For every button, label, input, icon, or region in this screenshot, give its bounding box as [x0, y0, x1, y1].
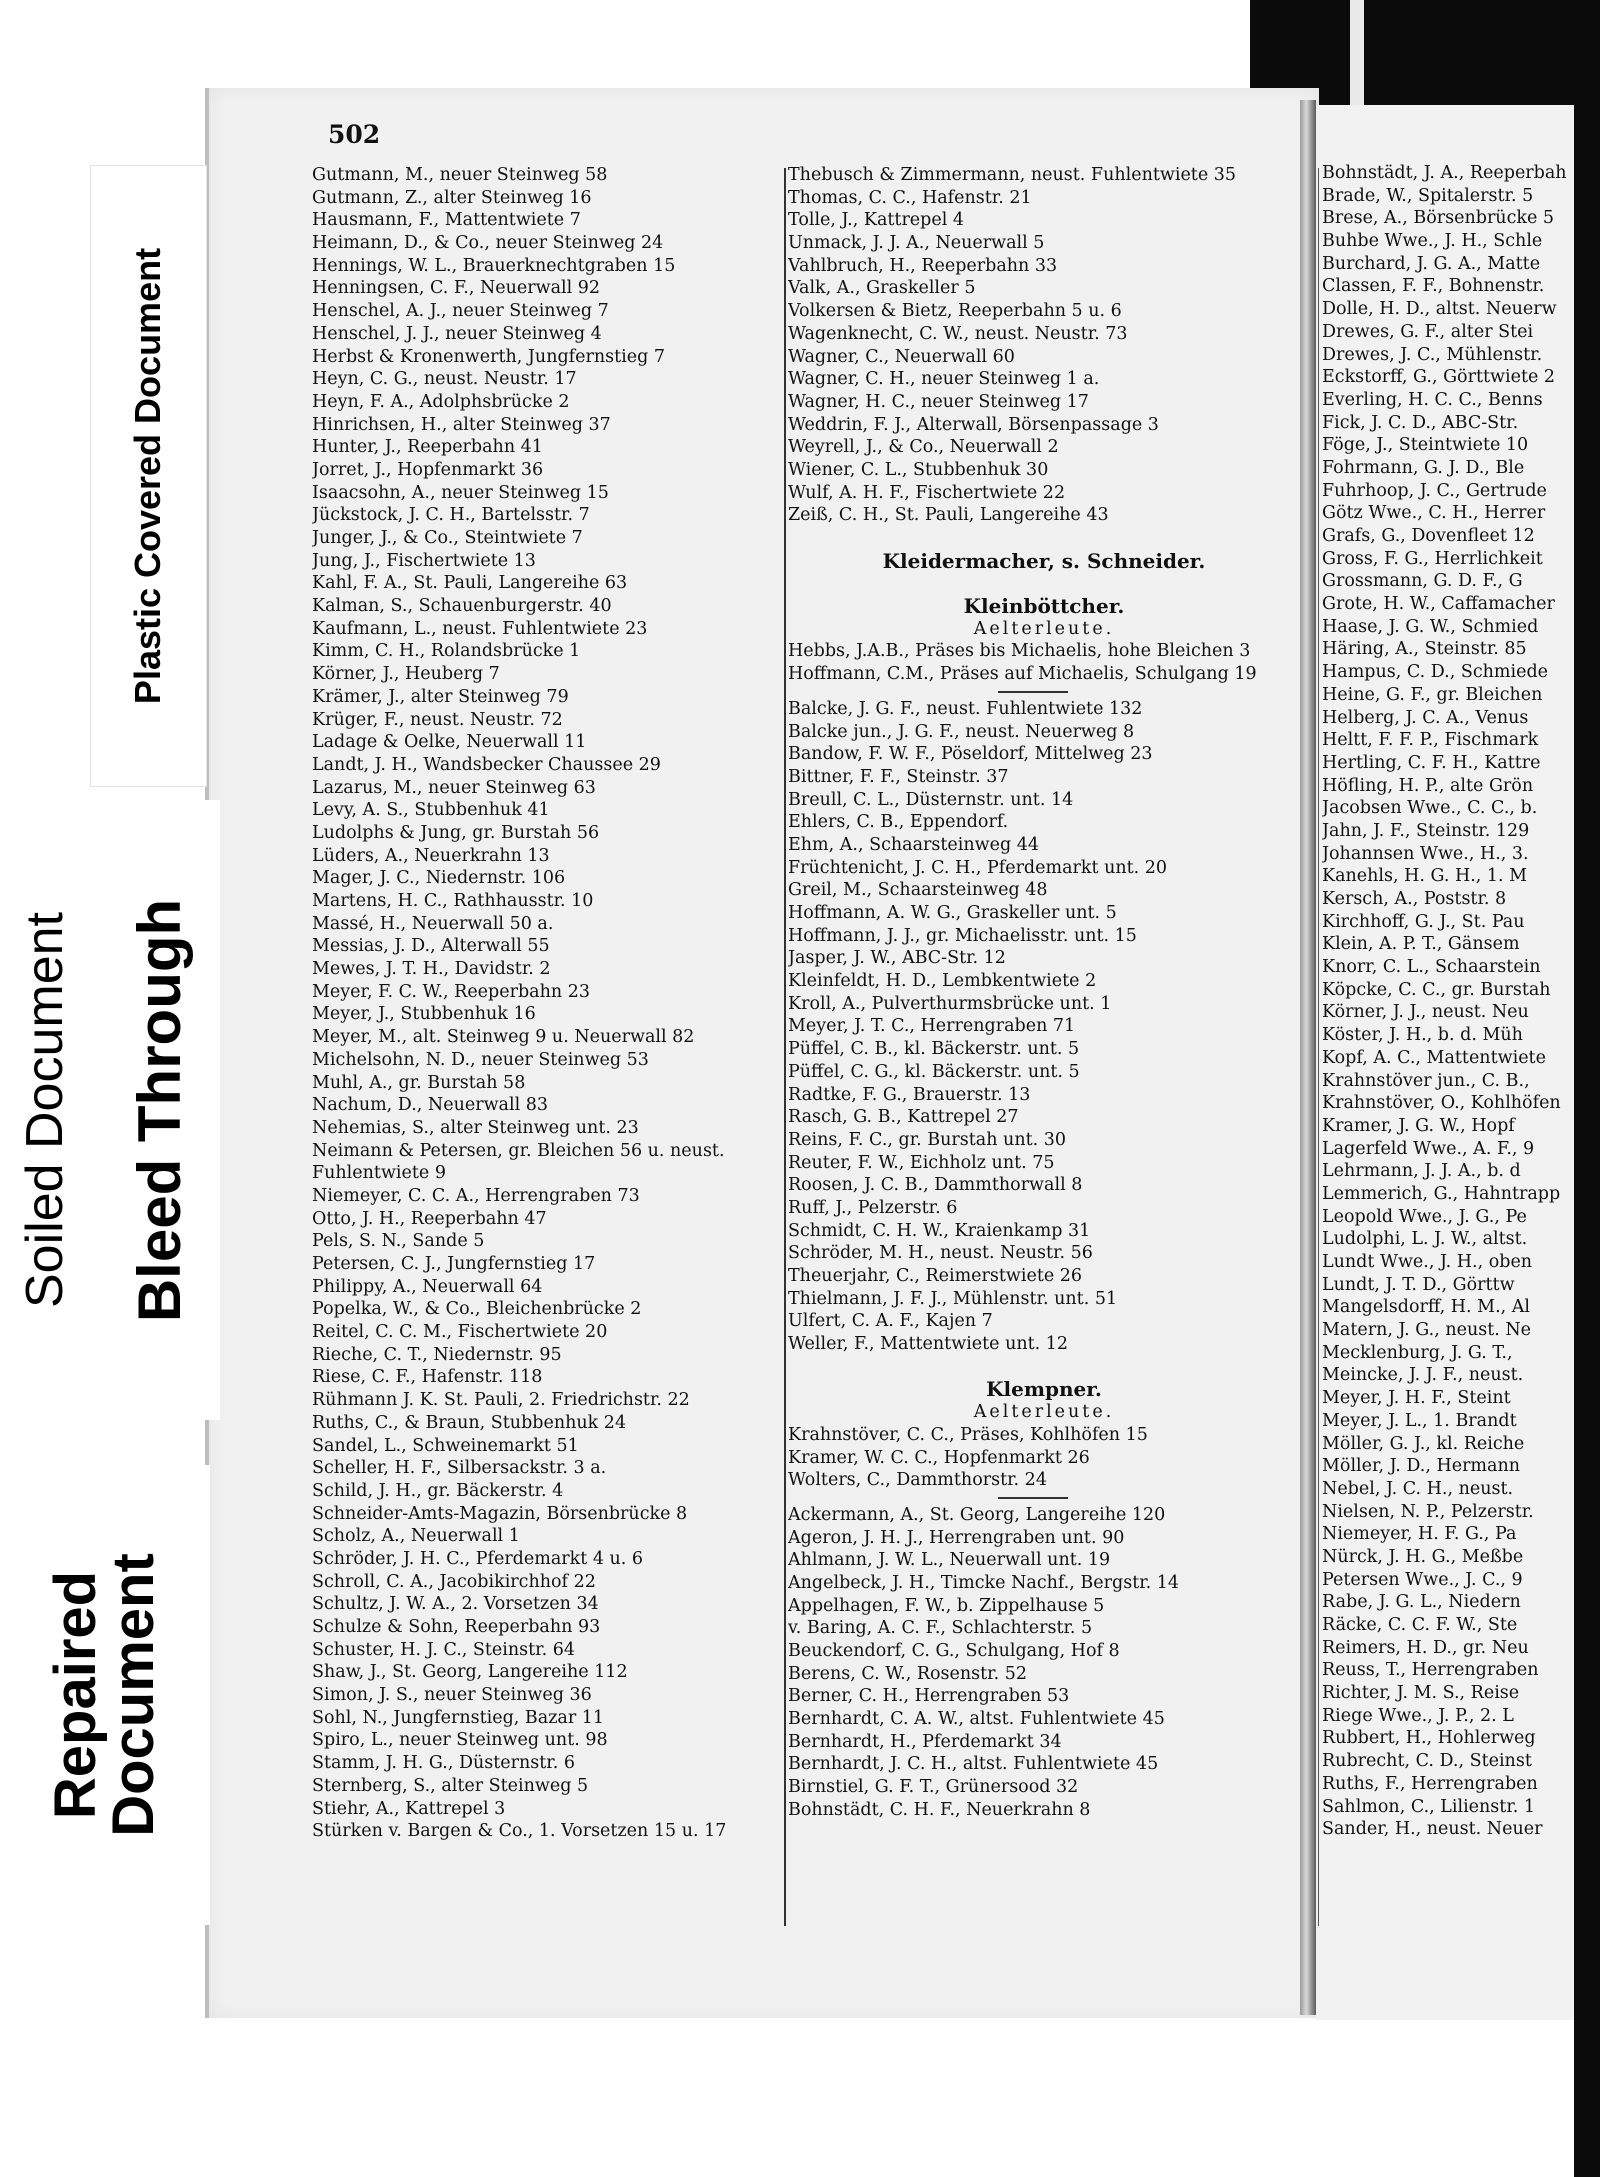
directory-entry: Messias, J. D., Alterwall 55 — [312, 936, 550, 957]
directory-entry: Bernhardt, H., Pferdemarkt 34 — [788, 1731, 1062, 1752]
directory-entry: Bandow, F. W. F., Pöseldorf, Mittelweg 23 — [788, 744, 1153, 765]
directory-entry: Ladage & Oelke, Neuerwall 11 — [312, 732, 587, 753]
directory-entry: Drewes, G. F., alter Stei — [1322, 321, 1534, 342]
directory-entry: Hennings, W. L., Brauerknechtgraben 15 — [312, 255, 676, 276]
directory-entry: Meyer, J. L., 1. Brandt — [1322, 1410, 1517, 1431]
directory-entry: Meyer, J. H. F., Steint — [1322, 1388, 1511, 1409]
directory-entry: Isaacsohn, A., neuer Steinweg 15 — [312, 482, 609, 503]
directory-entry: Martens, H. C., Rathhausstr. 10 — [312, 891, 594, 911]
directory-entry: Thielmann, J. F. J., Mühlenstr. unt. 51 — [788, 1288, 1118, 1309]
directory-entry: Ludolphs & Jung, gr. Burstah 56 — [312, 822, 600, 843]
directory-entry: Meyer, M., alt. Steinweg 9 u. Neuerwall 82 — [312, 1027, 695, 1048]
directory-entry: Levy, A. S., Stubbenhuk 41 — [312, 800, 550, 821]
directory-entry: Kahl, F. A., St. Pauli, Langereihe 63 — [312, 573, 628, 594]
directory-entry: Volkersen & Bietz, Reeperbahn 5 u. 6 — [788, 301, 1122, 322]
directory-entry: Hampus, C. D., Schmiede — [1322, 662, 1549, 683]
entries-klempner — [788, 1504, 1300, 1822]
directory-entry: Henningsen, C. F., Neuerwall 92 — [312, 278, 601, 299]
directory-entry: Reuter, F. W., Eichholz unt. 75 — [788, 1152, 1055, 1173]
directory-entry: Wulf, A. H. F., Fischertwiete 22 — [788, 482, 1066, 503]
directory-entry: Pels, S. N., Sande 5 — [312, 1231, 485, 1252]
directory-entry: Wiener, C. L., Stubbenhuk 30 — [788, 459, 1049, 480]
label-repaired-line: Document — [101, 1553, 167, 1837]
directory-entry: Ruths, F., Herrengraben — [1322, 1773, 1538, 1794]
directory-entry: Berner, C. H., Herrengraben 53 — [788, 1686, 1070, 1707]
directory-entry: Stürken v. Bargen & Co., 1. Vorsetzen 15 u. 17 — [312, 1821, 727, 1842]
directory-entry: Kanehls, H. G. H., 1. M — [1322, 866, 1528, 887]
directory-entry: Theuerjahr, C., Reimerstwiete 26 — [788, 1266, 1083, 1286]
directory-entry: Everling, H. C. C., Benns — [1322, 389, 1543, 410]
directory-entry: Rubrecht, C. D., Steinst — [1322, 1751, 1532, 1772]
directory-entry: Neimann & Petersen, gr. Bleichen 56 u. neust. — [312, 1140, 725, 1161]
directory-entry: Petersen Wwe., J. C., 9 — [1322, 1569, 1523, 1590]
directory-entry: Thomas, C. C., Hafenstr. 21 — [788, 187, 1032, 208]
entries-kleinboettcher — [788, 698, 1300, 1356]
directory-entry: Gutmann, Z., alter Steinweg 16 — [312, 187, 592, 208]
directory-entry: Meyer, F. C. W., Reeperbahn 23 — [312, 981, 590, 1002]
directory-entry: Mager, J. C., Niedernstr. 106 — [312, 868, 566, 889]
directory-entry: Hertling, C. F. H., Kattre — [1322, 752, 1541, 773]
directory-entry: Wagner, C. H., neuer Steinweg 1 a. — [788, 369, 1100, 390]
directory-entry: Meyer, J. T. C., Herrengraben 71 — [788, 1016, 1076, 1037]
directory-entry: Popelka, W., & Co., Bleichenbrücke 2 — [312, 1299, 642, 1320]
directory-entry: Wagner, C., Neuerwall 60 — [788, 346, 1015, 367]
directory-entry: Sander, H., neust. Neuer — [1322, 1819, 1543, 1840]
directory-entry: Appelhagen, F. W., b. Zippelhause 5 — [788, 1595, 1105, 1616]
directory-entry: Krahnstöver, C. C., Präses, Kohlhöfen 15 — [788, 1424, 1148, 1445]
directory-entry: Krämer, J., alter Steinweg 79 — [312, 686, 569, 707]
column-2 — [788, 164, 1300, 1822]
label-repaired-text — [43, 1553, 167, 1837]
directory-entry: Jorret, J., Hopfenmarkt 36 — [312, 459, 544, 480]
heading-kleinboettcher: Kleinböttcher. — [963, 595, 1125, 618]
directory-entry: Jung, J., Fischertwiete 13 — [312, 550, 536, 571]
directory-entry: Krahnstöver, O., Kohlhöfen — [1322, 1093, 1561, 1114]
directory-entry: Fuhlentwiete 9 — [312, 1163, 446, 1184]
directory-entry: Mewes, J. T. H., Davidstr. 2 — [312, 959, 551, 980]
directory-entry: Sandel, L., Schweinemarkt 51 — [312, 1435, 579, 1456]
spacer — [788, 527, 1300, 550]
directory-entry: Schild, J. H., gr. Bäckerstr. 4 — [312, 1480, 564, 1501]
directory-entry: Häring, A., Steinstr. 85 — [1322, 639, 1527, 660]
heading-aelterleute: Aelterleute. — [973, 618, 1115, 639]
directory-entry: Weller, F., Mattentwiete unt. 12 — [788, 1334, 1069, 1355]
directory-entry: Birnstiel, G. F. T., Grünersood 32 — [788, 1777, 1079, 1798]
directory-entry: Helberg, J. C. A., Venus — [1322, 707, 1529, 728]
directory-entry: Fuhrhoop, J. C., Gertrude — [1322, 480, 1547, 501]
directory-entry: Drewes, J. C., Mühlenstr. — [1322, 344, 1543, 365]
directory-entry: Schultz, J. W. A., 2. Vorsetzen 34 — [312, 1594, 599, 1615]
directory-entry: Weyrell, J., & Co., Neuerwall 2 — [788, 437, 1059, 458]
directory-entry: Jückstock, J. C. H., Bartelsstr. 7 — [312, 505, 590, 526]
directory-entry: Meyer, J., Stubbenhuk 16 — [312, 1004, 536, 1025]
directory-entry: Bohnstädt, C. H. F., Neuerkrahn 8 — [788, 1799, 1091, 1820]
directory-entry: Köster, J. H., b. d. Müh — [1322, 1025, 1523, 1046]
directory-entry: Reitel, C. C. M., Fischertwiete 20 — [312, 1322, 608, 1343]
directory-entry: Jahn, J. F., Steinstr. 129 — [1322, 820, 1530, 841]
directory-entry: Stiehr, A., Kattrepel 3 — [312, 1798, 506, 1819]
column-3 — [1322, 162, 1574, 1841]
directory-entry: Reuss, T., Herrengraben — [1322, 1660, 1539, 1681]
directory-entry: Lehrmann, J. J. A., b. d — [1322, 1161, 1521, 1182]
directory-entry: Rühmann J. K. St. Pauli, 2. Friedrichstr. 22 — [312, 1390, 690, 1411]
directory-entry: Körner, J. J., neust. Neu — [1322, 1002, 1529, 1023]
directory-entry: Höfling, H. P., alte Grön — [1322, 775, 1534, 796]
column-divider — [1318, 168, 1319, 1926]
directory-entry: Rasch, G. B., Kattrepel 27 — [788, 1107, 1019, 1128]
label-bleed-through — [100, 800, 220, 1420]
directory-entry: Balcke, J. G. F., neust. Fuhlentwiete 132 — [788, 698, 1143, 719]
directory-entry: Vahlbruch, H., Reeperbahn 33 — [788, 255, 1058, 276]
directory-entry: Ruths, C., & Braun, Stubbenhuk 24 — [312, 1412, 627, 1433]
directory-entry: Sohl, N., Jungfernstieg, Bazar 11 — [312, 1707, 605, 1728]
directory-entry: Massé, H., Neuerwall 50 a. — [312, 913, 554, 934]
label-repaired — [0, 1465, 210, 1925]
directory-entry: Rieche, C. T., Niedernstr. 95 — [312, 1344, 562, 1365]
directory-entry: Muhl, A., gr. Burstah 58 — [312, 1072, 526, 1093]
directory-entry: v. Baring, A. C. F., Schlachterstr. 5 — [788, 1618, 1093, 1639]
directory-entry: Riese, C. F., Hafenstr. 118 — [312, 1367, 543, 1388]
directory-entry: Brese, A., Börsenbrücke 5 — [1322, 208, 1555, 229]
directory-entry: Ulfert, C. A. F., Kajen 7 — [788, 1311, 993, 1332]
page-number: 502 — [328, 120, 381, 149]
directory-entry: Ehlers, C. B., Eppendorf. — [788, 812, 1009, 833]
directory-entry: Meincke, J. J. F., neust. — [1322, 1365, 1524, 1386]
directory-entry: Brade, W., Spitalerstr. 5 — [1322, 185, 1534, 206]
directory-entry: Reins, F. C., gr. Burstah unt. 30 — [788, 1129, 1067, 1150]
directory-entry: Heimann, D., & Co., neuer Steinweg 24 — [312, 233, 664, 254]
directory-entry: Krahnstöver jun., C. B., — [1322, 1070, 1530, 1091]
directory-entry: Johannsen Wwe., H., 3. — [1322, 843, 1529, 864]
directory-entry: Klein, A. P. T., Gänsem — [1322, 934, 1520, 955]
directory-entry: Lemmerich, G., Hahntrapp — [1322, 1183, 1561, 1204]
directory-entry: Scheller, H. F., Silbersackstr. 3 a. — [312, 1458, 607, 1479]
directory-entry: Köpcke, C. C., gr. Burstah — [1322, 979, 1551, 1000]
directory-entry: Petersen, C. J., Jungfernstieg 17 — [312, 1254, 596, 1274]
directory-entry: Ahlmann, J. W. L., Neuerwall unt. 19 — [788, 1550, 1111, 1571]
directory-entry: Spiro, L., neuer Steinweg unt. 98 — [312, 1730, 608, 1751]
spacer — [788, 572, 1300, 595]
directory-entry: Heyn, C. G., neust. Neustr. 17 — [312, 369, 577, 390]
label-repaired-line: Repaired — [43, 1570, 109, 1820]
directory-entry: Lagerfeld Wwe., A. F., 9 — [1322, 1138, 1535, 1159]
directory-entry: Berens, C. W., Rosenstr. 52 — [788, 1663, 1027, 1684]
directory-entry: Nielsen, N. P., Pelzerstr. — [1322, 1501, 1534, 1522]
directory-entry: Grafs, G., Dovenfleet 12 — [1322, 526, 1535, 546]
directory-entry: Räcke, C. C. F. W., Ste — [1322, 1615, 1518, 1635]
directory-entry: Krüger, F., neust. Neustr. 72 — [312, 709, 563, 730]
directory-entry: Sternberg, S., alter Steinweg 5 — [312, 1775, 589, 1796]
column-divider — [784, 168, 786, 1926]
directory-entry: Rabe, J. G. L., Niedern — [1322, 1592, 1521, 1613]
directory-entry: Weddrin, F. J., Alterwall, Börsenpassage 3 — [788, 414, 1159, 435]
column-1 — [312, 164, 780, 1843]
directory-entry: Kramer, J. G. W., Hopf — [1322, 1115, 1515, 1136]
directory-entry: Fohrmann, G. J. D., Ble — [1322, 457, 1525, 478]
directory-entry: Classen, F. F., Bohnenstr. — [1322, 276, 1545, 297]
directory-entry: Kersch, A., Poststr. 8 — [1322, 889, 1507, 909]
directory-entry: Grossmann, G. D. F., G — [1322, 571, 1523, 592]
directory-entry: Ackermann, A., St. Georg, Langereihe 120 — [788, 1504, 1166, 1525]
directory-entry: Hoffmann, A. W. G., Graskeller unt. 5 — [788, 903, 1117, 923]
directory-entry: Hoffmann, C.M., Präses auf Michaelis, Schulgang 19 — [788, 664, 1257, 685]
directory-entry: Hinrichsen, H., alter Steinweg 37 — [312, 414, 611, 435]
directory-entry: Bernhardt, J. C. H., altst. Fuhlentwiete 45 — [788, 1754, 1159, 1775]
book-gutter — [1300, 100, 1316, 2015]
directory-entry: Jacobsen Wwe., C. C., b. — [1322, 798, 1538, 819]
background-gap — [1350, 0, 1364, 110]
directory-entry: Kaufmann, L., neust. Fuhlentwiete 23 — [312, 618, 648, 639]
directory-entry: Beuckendorf, C. G., Schulgang, Hof 8 — [788, 1641, 1120, 1661]
directory-entry: Ageron, J. H. J., Herrengraben unt. 90 — [788, 1527, 1125, 1548]
directory-entry: Matern, J. G., neust. Ne — [1322, 1320, 1532, 1341]
directory-entry: Bernhardt, C. A. W., altst. Fuhlentwiete 45 — [788, 1709, 1165, 1730]
spacer — [788, 1356, 1300, 1379]
directory-entry: Henschel, J. J., neuer Steinweg 4 — [312, 323, 602, 344]
directory-entry: Mecklenburg, J. G. T., — [1322, 1342, 1513, 1363]
heading-aelterleute: Aelterleute. — [973, 1402, 1115, 1423]
directory-entry: Kalman, S., Schauenburgerstr. 40 — [312, 596, 612, 617]
label-soiled — [0, 800, 90, 1420]
directory-entry: Möller, G. J., kl. Reiche — [1322, 1433, 1525, 1454]
directory-entry: Kopf, A. C., Mattentwiete — [1322, 1047, 1546, 1068]
directory-entry: Körner, J., Heuberg 7 — [312, 664, 500, 685]
directory-entry: Grote, H. W., Caffamacher — [1322, 594, 1555, 615]
separator — [788, 686, 1300, 698]
aelterleute-list — [788, 1424, 1300, 1492]
directory-entry: Hausmann, F., Mattentwiete 7 — [312, 210, 581, 231]
directory-entry: Balcke jun., J. G. F., neust. Neuerweg 8 — [788, 721, 1135, 742]
directory-entry: Ehm, A., Schaarsteinweg 44 — [788, 834, 1039, 855]
directory-entry: Buhbe Wwe., J. H., Schle — [1322, 231, 1543, 252]
directory-entry: Schneider-Amts-Magazin, Börsenbrücke 8 — [312, 1503, 688, 1524]
directory-entry: Thebusch & Zimmermann, neust. Fuhlentwiete 35 — [788, 165, 1237, 185]
directory-entry: Stamm, J. H. G., Düsternstr. 6 — [312, 1753, 576, 1774]
aelterleute-list — [788, 640, 1300, 685]
directory-entry: Schröder, M. H., neust. Neustr. 56 — [788, 1243, 1093, 1264]
directory-entry: Hebbs, J.A.B., Präses bis Michaelis, hohe Bleichen 3 — [788, 641, 1251, 662]
directory-entry: Landt, J. H., Wandsbecker Chaussee 29 — [312, 754, 661, 775]
directory-entry: Götz Wwe., C. H., Herrer — [1322, 503, 1546, 524]
directory-entry: Schmidt, C. H. W., Kraienkamp 31 — [788, 1220, 1091, 1241]
directory-entry: Hoffmann, J. J., gr. Michaelisstr. unt. 15 — [788, 925, 1137, 946]
directory-entry: Wagenknecht, C. W., neust. Neustr. 73 — [788, 323, 1128, 344]
directory-entry: Schröder, J. H. C., Pferdemarkt 4 u. 6 — [312, 1548, 644, 1569]
directory-entry: Schulze & Sohn, Reeperbahn 93 — [312, 1617, 601, 1637]
directory-entry: Burchard, J. G. A., Matte — [1322, 253, 1541, 274]
directory-entry: Niemeyer, C. C. A., Herrengraben 73 — [312, 1185, 640, 1206]
directory-entry: Gross, F. G., Herrlichkeit — [1322, 548, 1543, 569]
label-soiled-text: Soiled Document — [16, 912, 74, 1308]
directory-entry: Lundt, J. T. D., Görttw — [1322, 1274, 1515, 1295]
directory-entry: Bohnstädt, J. A., Reeperbah — [1322, 163, 1567, 183]
directory-entry: Dolle, H. D., altst. Neuerw — [1322, 299, 1557, 320]
heading-kleidermacher: Kleidermacher, s. Schneider. — [882, 549, 1206, 573]
directory-entry: Früchtenicht, J. C. H., Pferdemarkt unt. 20 — [788, 857, 1168, 878]
directory-entry: Unmack, J. J. A., Neuerwall 5 — [788, 233, 1045, 254]
directory-entry: Greil, M., Schaarsteinweg 48 — [788, 880, 1048, 901]
directory-entry: Simon, J. S., neuer Steinweg 36 — [312, 1685, 592, 1706]
directory-entry: Wagner, H. C., neuer Steinweg 17 — [788, 391, 1089, 412]
directory-entry: Fick, J. C. D., ABC-Str. — [1322, 412, 1519, 433]
directory-entry: Föge, J., Steintwiete 10 — [1322, 435, 1529, 456]
directory-entry: Rubbert, H., Hohlerweg — [1322, 1728, 1536, 1749]
directory-entry: Hunter, J., Reeperbahn 41 — [312, 437, 543, 458]
directory-entry: Scholz, A., Neuerwall 1 — [312, 1526, 520, 1547]
directory-entry: Reimers, H. D., gr. Neu — [1322, 1637, 1529, 1658]
entries-misc — [788, 164, 1300, 527]
directory-entry: Ludolphi, L. J. W., altst. — [1322, 1229, 1528, 1250]
directory-entry: Kroll, A., Pulverthurmsbrücke unt. 1 — [788, 993, 1112, 1014]
directory-entry: Michelsohn, N. D., neuer Steinweg 53 — [312, 1049, 649, 1070]
directory-entry: Otto, J. H., Reeperbahn 47 — [312, 1208, 547, 1229]
label-plastic-text: Plastic Covered Document — [127, 247, 169, 705]
directory-entry: Angelbeck, J. H., Timcke Nachf., Bergstr. 14 — [788, 1572, 1180, 1593]
separator — [788, 1492, 1300, 1504]
directory-entry: Radtke, F. G., Brauerstr. 13 — [788, 1084, 1031, 1105]
directory-entry: Nürck, J. H. G., Meßbe — [1322, 1546, 1524, 1567]
directory-entry: Philippy, A., Neuerwall 64 — [312, 1276, 543, 1297]
directory-entry: Bittner, F. F., Steinstr. 37 — [788, 766, 1009, 787]
directory-entry: Eckstorff, G., Görttwiete 2 — [1322, 367, 1556, 388]
directory-entry: Wolters, C., Dammthorstr. 24 — [788, 1470, 1047, 1491]
directory-entry: Zeiß, C. H., St. Pauli, Langereihe 43 — [788, 505, 1109, 526]
directory-entry: Henschel, A. J., neuer Steinweg 7 — [312, 301, 609, 322]
directory-entry: Nehemias, S., alter Steinweg unt. 23 — [312, 1117, 639, 1138]
dark-background-right — [1574, 0, 1600, 2177]
directory-entry: Haase, J. G. W., Schmied — [1322, 616, 1539, 637]
directory-entry: Sahlmon, C., Lilienstr. 1 — [1322, 1796, 1536, 1817]
directory-entry: Jasper, J. W., ABC-Str. 12 — [788, 948, 1006, 969]
label-bleed-text: Bleed Through — [126, 898, 194, 1322]
directory-entry: Lundt Wwe., J. H., oben — [1322, 1252, 1533, 1272]
directory-entry: Nebel, J. C. H., neust. — [1322, 1478, 1514, 1499]
directory-entry: Tolle, J., Kattrepel 4 — [788, 210, 965, 231]
directory-entry: Valk, A., Graskeller 5 — [788, 278, 976, 299]
directory-entry: Mangelsdorff, H. M., Al — [1322, 1297, 1531, 1318]
directory-entry: Gutmann, M., neuer Steinweg 58 — [312, 165, 608, 185]
directory-entry: Lüders, A., Neuerkrahn 13 — [312, 845, 550, 866]
directory-entry: Niemeyer, H. F. G., Pa — [1322, 1524, 1517, 1545]
directory-entry: Möller, J. D., Hermann — [1322, 1456, 1521, 1477]
directory-entry: Nachum, D., Neuerwall 83 — [312, 1095, 549, 1116]
directory-entry: Püffel, C. B., kl. Bäckerstr. unt. 5 — [788, 1039, 1080, 1060]
directory-entry: Junger, J., & Co., Steintwiete 7 — [312, 528, 583, 548]
directory-entry: Kirchhoff, G. J., St. Pau — [1322, 911, 1525, 932]
heading-klempner: Klempner. — [986, 1378, 1102, 1402]
directory-entry: Lazarus, M., neuer Steinweg 63 — [312, 777, 596, 798]
directory-entry: Riege Wwe., J. P., 2. L — [1322, 1705, 1514, 1726]
directory-entry: Heyn, F. A., Adolphsbrücke 2 — [312, 391, 570, 412]
directory-entry: Knorr, C. L., Schaarstein — [1322, 957, 1541, 978]
directory-entry: Kleinfeldt, H. D., Lembkentwiete 2 — [788, 971, 1097, 992]
directory-entry: Shaw, J., St. Georg, Langereihe 112 — [312, 1662, 628, 1683]
directory-entry: Richter, J. M. S., Reise — [1322, 1683, 1520, 1704]
directory-entry: Ruff, J., Pelzerstr. 6 — [788, 1197, 958, 1218]
directory-entry: Roosen, J. C. B., Dammthorwall 8 — [788, 1175, 1083, 1196]
directory-entry: Breull, C. L., Düsternstr. unt. 14 — [788, 789, 1074, 810]
directory-entry: Schroll, C. A., Jacobikirchhof 22 — [312, 1571, 596, 1592]
label-plastic-covered — [90, 165, 207, 787]
directory-entry: Herbst & Kronenwerth, Jungfernstieg 7 — [312, 346, 665, 367]
directory-entry: Leopold Wwe., J. G., Pe — [1322, 1206, 1527, 1227]
directory-entry: Kramer, W. C. C., Hopfenmarkt 26 — [788, 1447, 1090, 1468]
directory-entry: Püffel, C. G., kl. Bäckerstr. unt. 5 — [788, 1061, 1080, 1082]
directory-entry: Kimm, C. H., Rolandsbrücke 1 — [312, 641, 581, 662]
directory-entry: Heltt, F. F. P., Fischmark — [1322, 730, 1539, 751]
directory-entry: Heine, G. F., gr. Bleichen — [1322, 684, 1543, 705]
directory-entry: Schuster, H. J. C., Steinstr. 64 — [312, 1639, 575, 1660]
